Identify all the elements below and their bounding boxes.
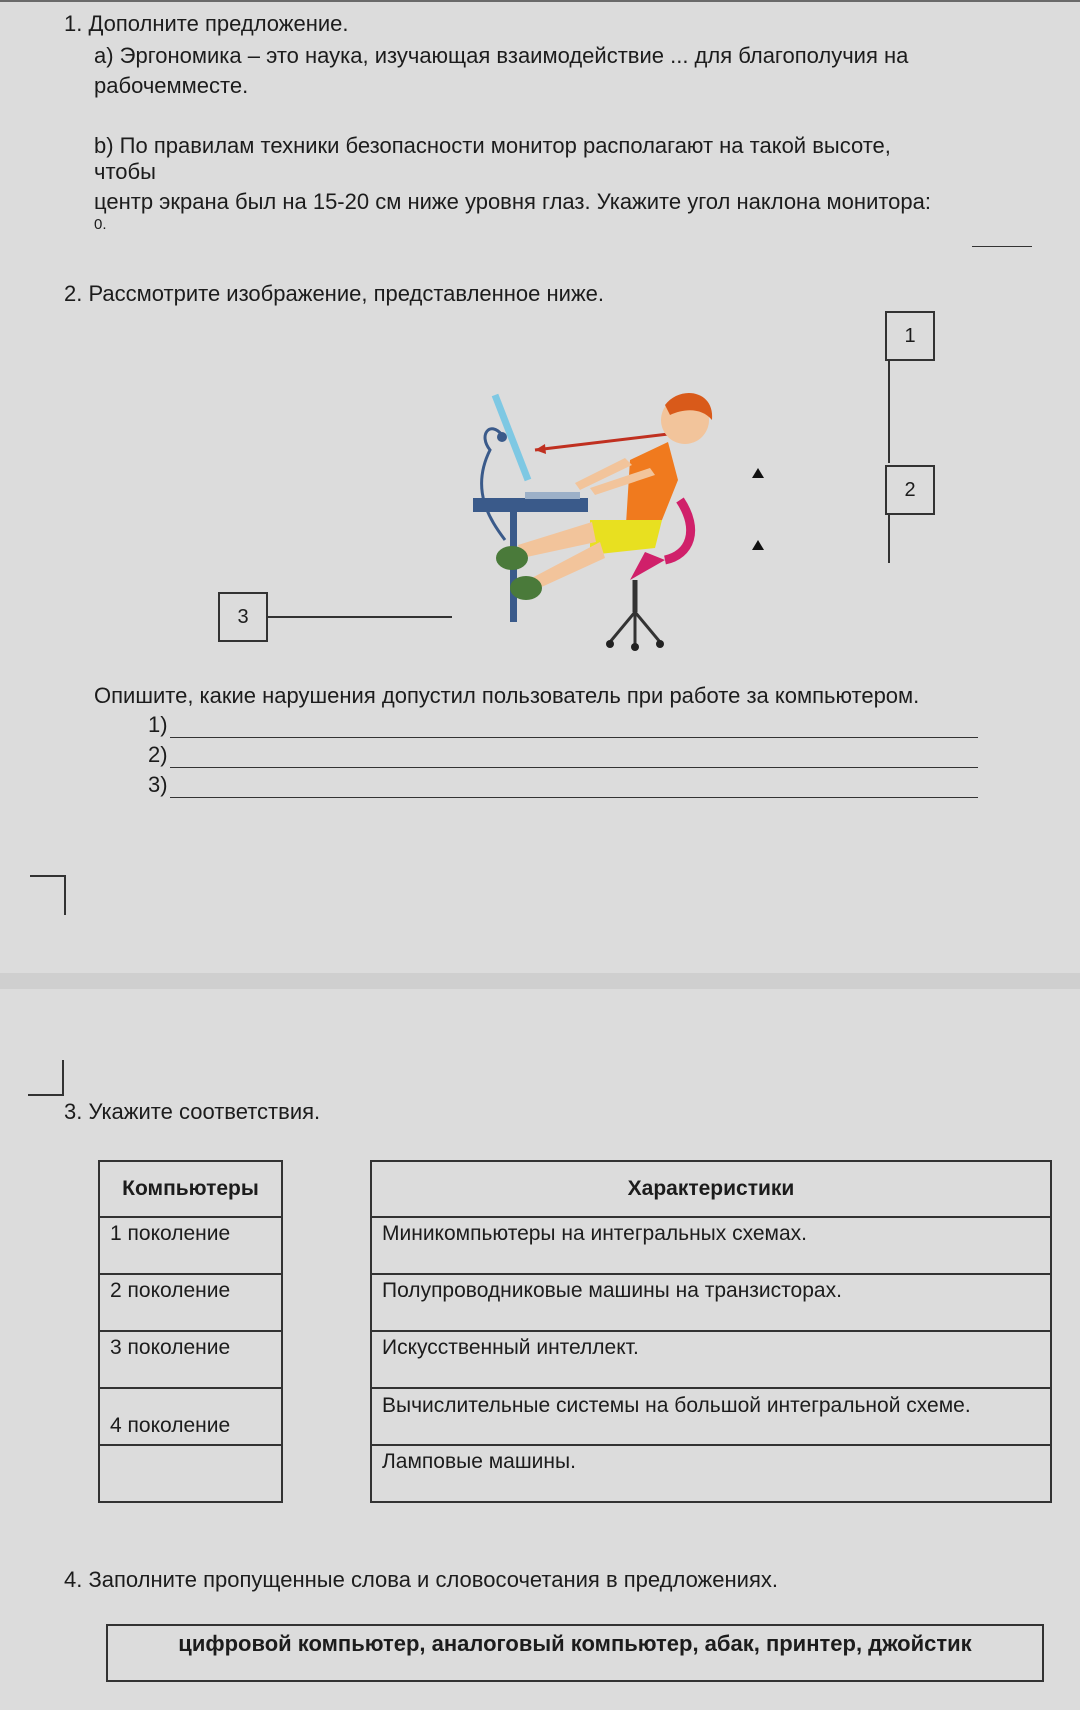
computers-header: Компьютеры	[99, 1161, 282, 1217]
page-crop-mark-top	[30, 875, 66, 915]
generation-empty	[99, 1445, 282, 1502]
answer-row-2[interactable]	[148, 742, 978, 768]
characteristic-3: Искусственный интеллект.	[371, 1331, 1051, 1388]
q1-b-line1: b) По правилам техники безопасности монитор располагают на такой высоте,	[94, 133, 891, 158]
q1-a-line2: рабочемместе.	[94, 73, 249, 98]
characteristic-2: Полупроводниковые машины на транзисторах.	[371, 1274, 1051, 1331]
q1-b-line2: чтобы	[94, 159, 156, 184]
page-separator	[0, 973, 1080, 989]
word-bank-box: цифровой компьютер, аналоговый компьютер, абак, принтер, джойстик	[106, 1624, 1044, 1682]
characteristic-4: Вычислительные системы на большой интегральной схеме.	[371, 1388, 1051, 1445]
chair-icon	[630, 552, 665, 580]
characteristic-5: Ламповые машины.	[371, 1445, 1051, 1502]
generation-4: 4 поколение	[99, 1388, 282, 1445]
q2-title: 2. Рассмотрите изображение, представленное ниже.	[64, 281, 605, 306]
monitor-cable	[482, 429, 505, 540]
desk-icon	[473, 498, 588, 512]
answer-row-1[interactable]	[148, 712, 978, 738]
bad-posture-illustration	[440, 380, 780, 660]
callout-line-2	[888, 513, 890, 563]
shoe-icon	[496, 546, 528, 570]
q1-title: 1. Дополните предложение.	[64, 11, 349, 36]
callout-box-3: 3	[218, 592, 268, 642]
q3-title: 3. Укажите соответствия.	[64, 1099, 321, 1124]
callout-box-1: 1	[885, 311, 935, 361]
generation-1: 1 поколение	[99, 1217, 282, 1274]
computers-table	[98, 1160, 283, 1503]
characteristic-1: Миникомпьютеры на интегральных схемах.	[371, 1217, 1051, 1274]
generation-3: 3 поколение	[99, 1331, 282, 1388]
answer-row-3[interactable]	[148, 772, 978, 798]
q1-degree-mark: 0.	[94, 216, 107, 233]
page-crop-mark-bottom	[28, 1060, 64, 1096]
page-top-border	[0, 0, 1080, 2]
callout-line-1	[888, 359, 890, 463]
q1-a-line1: а) Эргономика – это наука, изучающая взаимодействие ... для благополучия на	[94, 43, 909, 68]
q1-b-line3: центр экрана был на 15-20 см ниже уровня глаз. Укажите угол наклона монитора:	[94, 189, 931, 214]
characteristics-header: Характеристики	[371, 1161, 1051, 1217]
q1-answer-blank[interactable]	[972, 246, 1032, 247]
answer-label-1: 1)	[148, 712, 168, 737]
characteristics-table	[370, 1160, 1052, 1503]
q4-title: 4. Заполните пропущенные слова и словосочетания в предложениях.	[64, 1567, 778, 1592]
callout-line-3	[266, 616, 452, 618]
callout-box-2: 2	[885, 465, 935, 515]
generation-2: 2 поколение	[99, 1274, 282, 1331]
answer-label-2: 2)	[148, 742, 168, 767]
answer-label-3: 3)	[148, 772, 168, 797]
q2-instruction: Опишите, какие нарушения допустил пользователь при работе за компьютером.	[94, 683, 920, 708]
